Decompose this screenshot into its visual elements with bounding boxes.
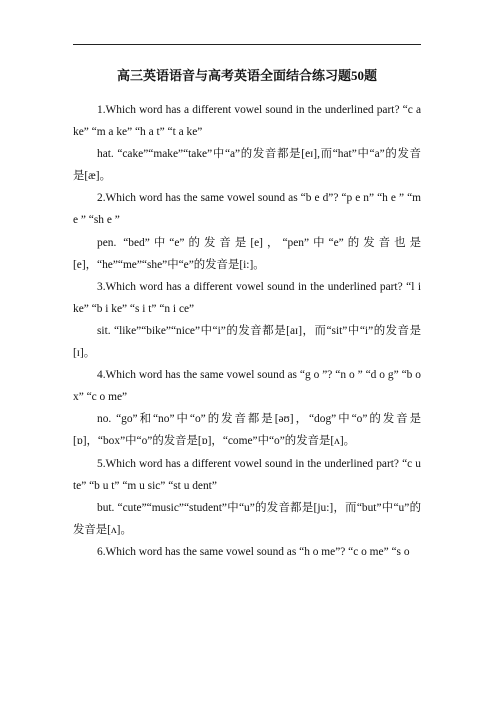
question-item-3 bbox=[73, 276, 421, 364]
question-item-1 bbox=[73, 99, 421, 187]
document-title: 高三英语语音与高考英语全面结合练习题50题 bbox=[116, 68, 377, 83]
answer-text: hat. “cake”“make”“take”中“a”的发音都是[eɪ],而“hat”中“a”的发音是[æ]。 bbox=[73, 148, 421, 183]
question-text: 3.Which word has a different vowel sound in the underlined part? “l i ke” “b i ke” “s i t” “n i ce” bbox=[73, 280, 421, 315]
answer-text: pen. “bed”中“e”的发音是[e]，“pen”中“e”的发音也是[e]，“he”“me”“she”中“e”的发音是[i:]。 bbox=[73, 236, 421, 271]
question-text: 6.Which word has the same vowel sound as “h o me”? “c o me” “s o bbox=[97, 545, 410, 558]
question-text: 1.Which word has a different vowel sound in the underlined part? “c a ke” “m a ke” “h a t” “t a ke” bbox=[73, 104, 421, 139]
document-body bbox=[73, 99, 421, 563]
question-text: 5.Which word has a different vowel sound in the underlined part? “c u te” “b u t” “m u sic” “st u dent” bbox=[73, 457, 421, 492]
answer-text: but. “cute”“music”“student”中“u”的发音都是[ju:]，而“but”中“u”的发音是[ʌ]。 bbox=[73, 501, 421, 536]
answer-text: no. “go”和“no”中“o”的发音都是[əʊ]，“dog”中“o”的发音是[ɒ]，“box”中“o”的发音是[ɒ]，“come”中“o”的发音是[ʌ]。 bbox=[73, 413, 421, 448]
question-item-6 bbox=[73, 541, 421, 563]
answer-text: sit. “like”“bike”“nice”中“i”的发音都是[aɪ]，而“sit”中“i”的发音是[ɪ]。 bbox=[73, 324, 421, 360]
question-text: 2.Which word has the same vowel sound as “b e d”? “p e n” “h e ” “m e ” “sh e ” bbox=[73, 192, 421, 227]
header-rule bbox=[73, 44, 421, 45]
question-item-2 bbox=[73, 187, 421, 275]
question-item-4 bbox=[73, 364, 421, 452]
question-text: 4.Which word has the same vowel sound as “g o ”? “n o ” “d o g” “b o x” “c o me” bbox=[73, 369, 421, 404]
question-item-5 bbox=[73, 453, 421, 541]
